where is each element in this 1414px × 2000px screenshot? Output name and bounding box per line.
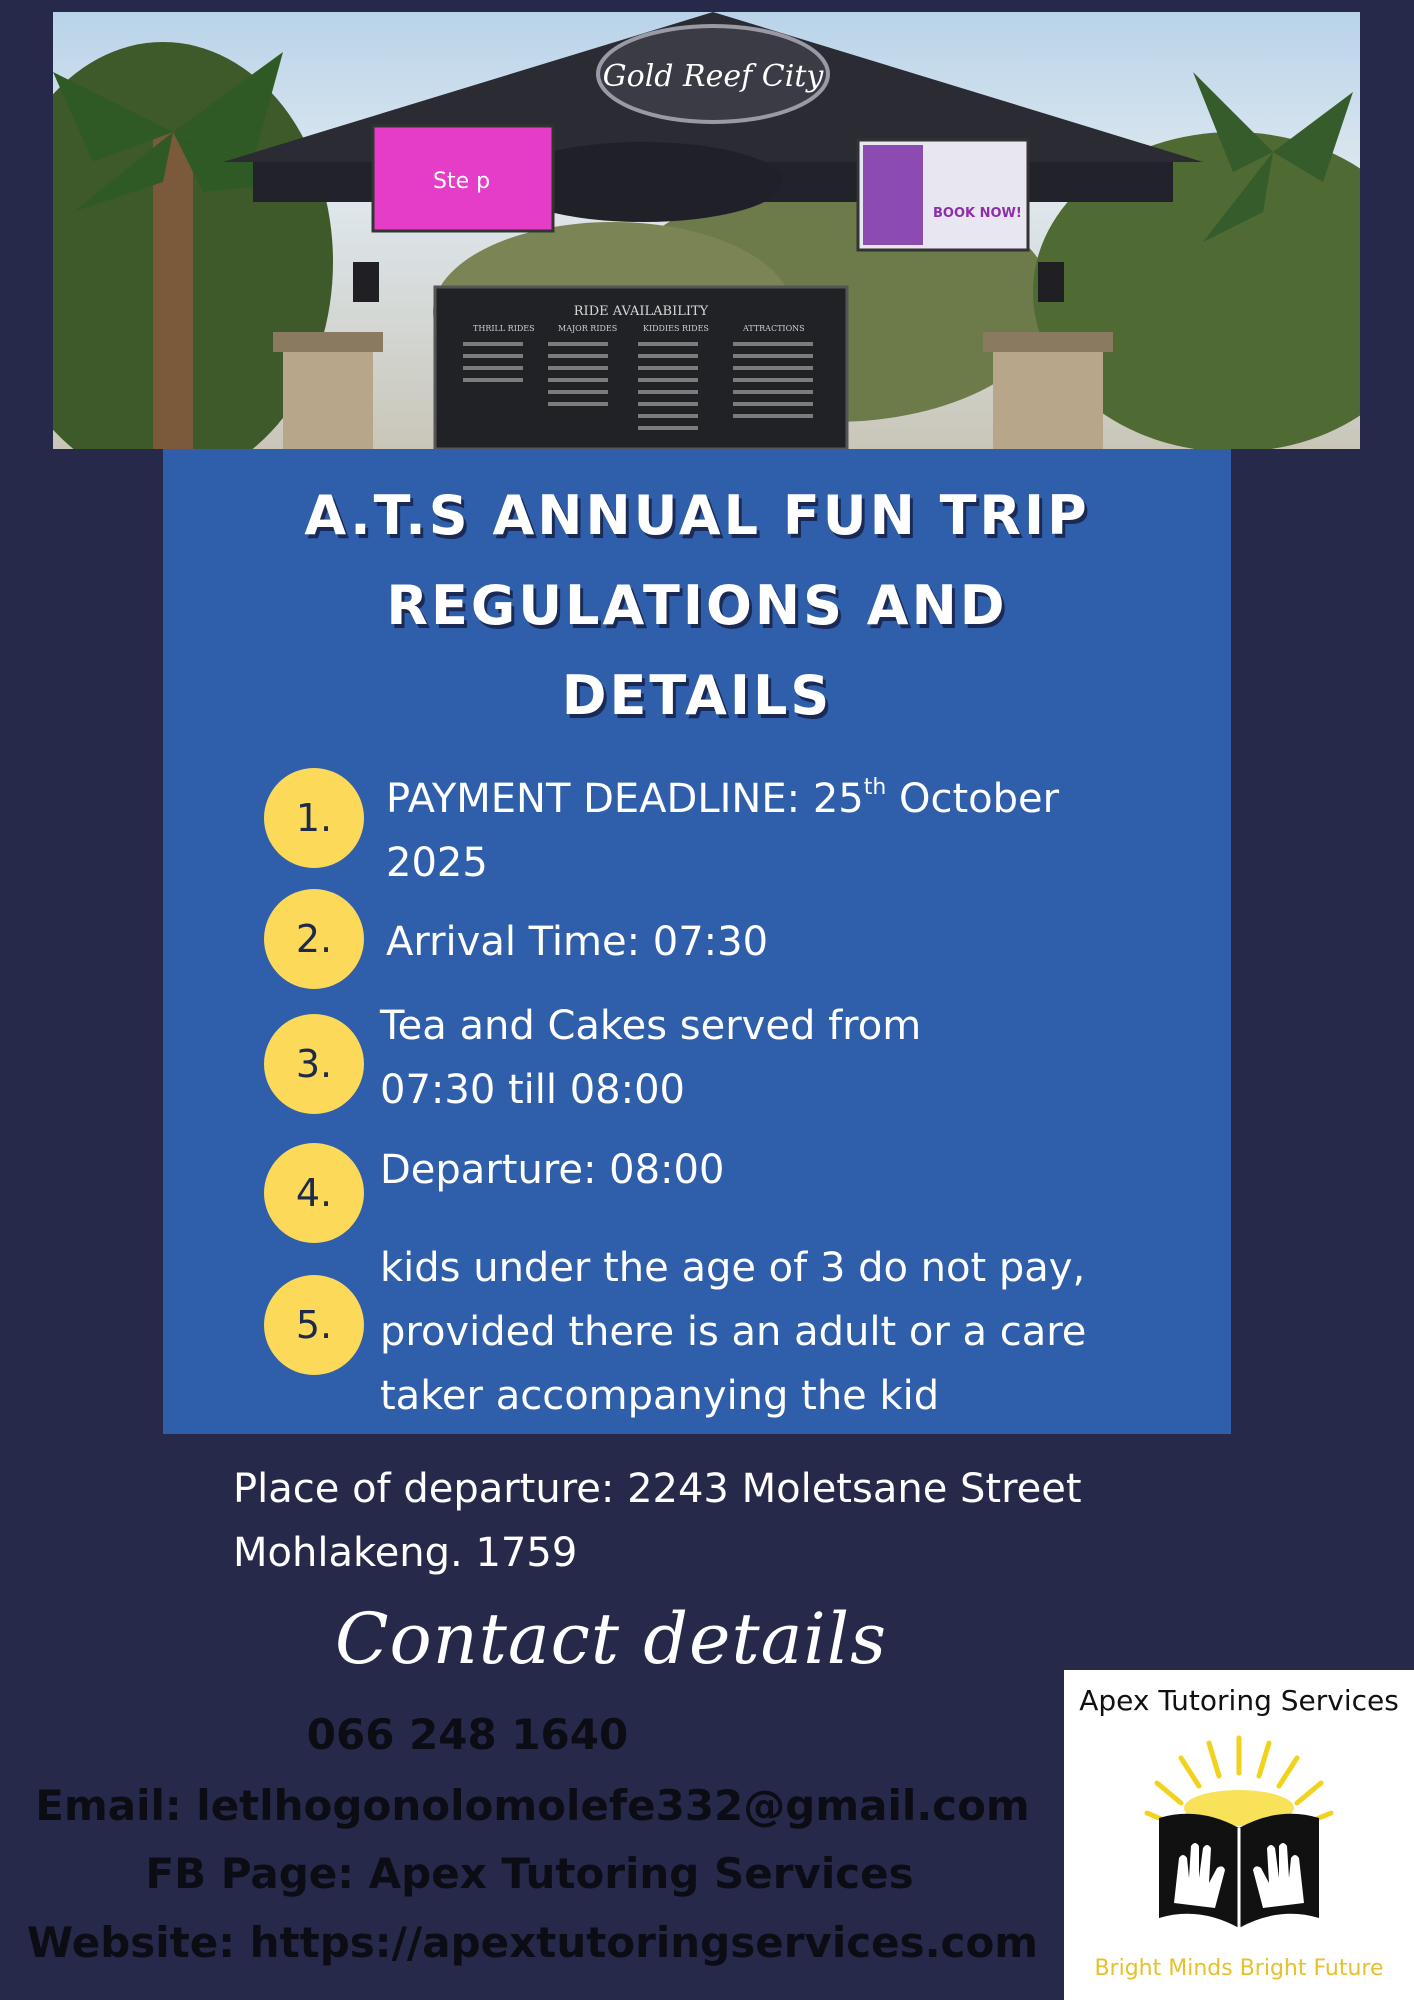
item-text: Departure: 08:00 [380,1147,725,1193]
board-column: KIDDIES RIDES [643,324,709,333]
logo-tagline: Bright Minds Bright Future [1094,1956,1384,1981]
page-title [163,471,1231,741]
email-address: Email: letlhogonolomolefe332@gmail.com [35,1781,1030,1830]
ad-text: BOOK NOW! [933,206,1022,221]
fb-page: FB Page: Apex Tutoring Services [145,1849,914,1898]
details-panel [163,449,1231,1434]
item-text: PAYMENT DEADLINE: 25th October 2025 [386,775,1060,886]
board-column: THRILL RIDES [473,324,535,333]
title-line: REGULATIONS AND [386,574,1008,637]
board-column: ATTRACTIONS [743,324,805,333]
number-badge: 3. [264,1014,364,1114]
item-text: kids under the age of 3 do not pay, provided there is an adult or a care taker accompanying the kid [380,1245,1087,1419]
number-badge: 1. [264,768,364,868]
board-column: MAJOR RIDES [558,324,618,333]
number-badge: 5. [264,1275,364,1375]
number-badge: 4. [264,1143,364,1243]
website-link[interactable]: Website: https://apextutoringservices.com [26,1918,1039,1967]
apex-tutoring-logo [1064,1670,1414,2000]
board-title: RIDE AVAILABILITY [573,304,709,319]
phone-number: 066 248 1640 [306,1710,629,1759]
contact-heading: Contact details [335,1598,888,1680]
logo-name: Apex Tutoring Services [1079,1684,1399,1717]
item-text: Arrival Time: 07:30 [386,919,769,965]
open-book-with-hands-icon [1139,1728,1339,1948]
gold-reef-city-entrance-photo [53,12,1360,449]
sign-text: Gold Reef City [602,59,824,94]
pink-sign-text: Ste p [433,169,491,194]
title-line: A.T.S ANNUAL FUN TRIP [304,484,1090,547]
title-line: DETAILS [561,664,833,727]
place-of-departure: Place of departure: 2243 Moletsane Street Mohlakeng. 1759 [233,1466,1082,1576]
number-badge: 2. [264,889,364,989]
item-text: Tea and Cakes served from 07:30 till 08:00 [380,1003,922,1113]
